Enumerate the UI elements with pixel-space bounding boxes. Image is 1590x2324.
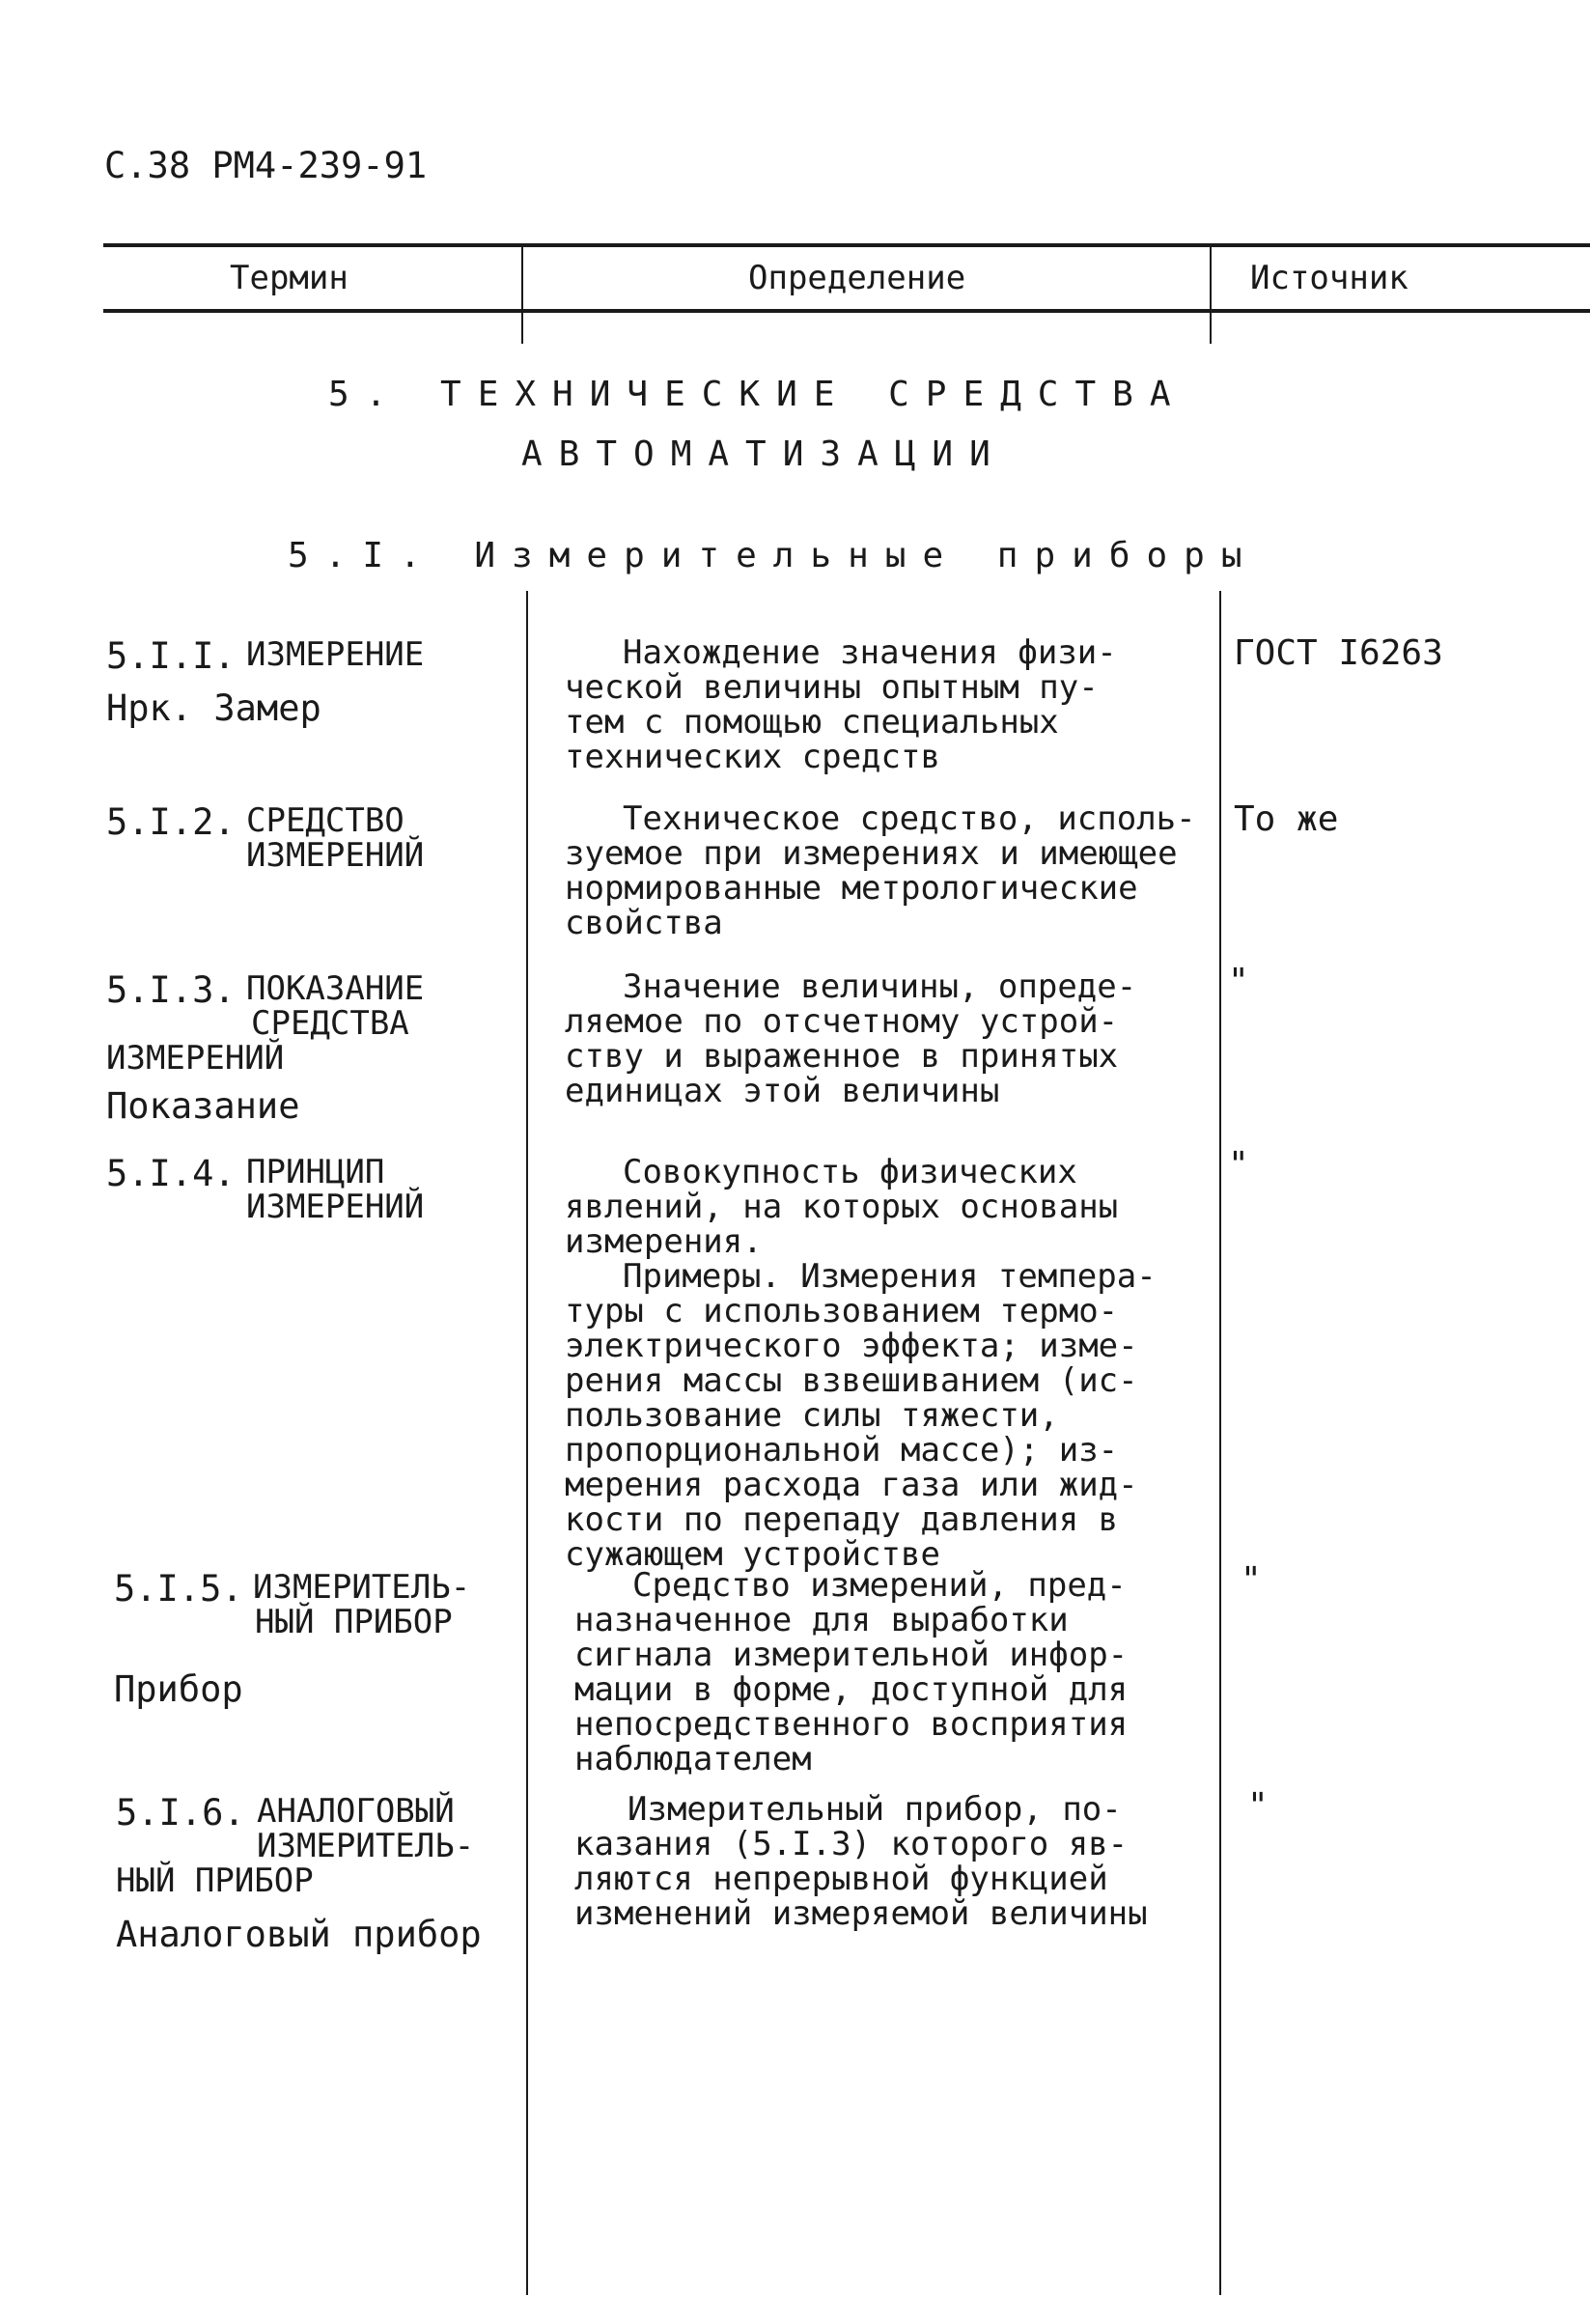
- entry-source: ": [1228, 1145, 1249, 1185]
- definition-line: технических средств: [565, 738, 940, 776]
- entry-alt-term: Аналоговый прибор: [116, 1914, 482, 1955]
- definition-line: свойства: [565, 904, 723, 942]
- entry-source: ": [1228, 962, 1249, 1001]
- definition-line: Измерительный прибор, по-: [628, 1790, 1122, 1829]
- entry-number: 5.I.2.: [106, 801, 236, 843]
- entry-term: [246, 1155, 424, 1224]
- definition-line: непосредственного восприятия: [574, 1705, 1129, 1744]
- header-divider-2: [1210, 247, 1212, 344]
- entry-number: 5.I.3.: [106, 969, 236, 1011]
- term-line: ИЗМЕРИТЕЛЬ-: [253, 1568, 471, 1607]
- entry-alt-term: Показание: [106, 1085, 300, 1127]
- entry-source: ГОСТ I6263: [1234, 633, 1443, 673]
- entry-definition: [574, 1792, 1148, 1931]
- term-line: ИЗМЕРИТЕЛЬ-: [257, 1827, 475, 1865]
- term-line: АНАЛОГОВЫЙ: [257, 1792, 455, 1831]
- definition-line: электрического эффекта; изме-: [565, 1327, 1138, 1365]
- entry-alt-term: Нрк. Замер: [106, 687, 321, 729]
- definition-line: ческой величины опытным пу-: [565, 668, 1099, 707]
- entry-number: 5.I.4.: [106, 1153, 236, 1194]
- body-divider-1: [526, 591, 528, 2295]
- term-line: ИЗМЕРЕНИЙ: [246, 836, 425, 875]
- section-heading-line2: АВТОМАТИЗАЦИИ: [521, 434, 1007, 474]
- definition-line: мации в форме, доступной для: [574, 1670, 1129, 1709]
- definition-line: мерения расхода газа или жид-: [565, 1466, 1138, 1504]
- section-heading-line1: 5. ТЕХНИЧЕСКИЕ СРЕДСТВА: [328, 375, 1187, 414]
- entry-definition: [565, 635, 1117, 774]
- entry-source: ": [1241, 1560, 1262, 1600]
- term-line: ПРИНЦИП: [246, 1153, 385, 1191]
- definition-line: туры с использованием термо-: [565, 1292, 1119, 1330]
- definition-line: ляются непрерывной функцией: [574, 1860, 1108, 1898]
- definition-line: тем с помощью специальных: [565, 703, 1059, 742]
- definition-line: сигнала измерительной инфор-: [574, 1636, 1129, 1674]
- term-line: ИЗМЕРЕНИЙ: [246, 1188, 425, 1226]
- definition-line: рения массы взвешиванием (ис-: [565, 1361, 1138, 1400]
- entry-alt-term: Прибор: [114, 1668, 243, 1710]
- entry-definition: [574, 1568, 1128, 1777]
- term-line: ИЗМЕРЕНИЕ: [246, 635, 425, 674]
- top-rule: [103, 243, 1590, 247]
- column-header-term: Термин: [230, 259, 349, 297]
- entry-number: 5.I.I.: [106, 635, 236, 677]
- definition-line: единицах этой величины: [565, 1072, 1000, 1110]
- column-header-definition: Определение: [748, 259, 966, 297]
- entry-term: [257, 1794, 474, 1863]
- definition-line: Примеры. Измерения темпера-: [623, 1257, 1157, 1296]
- entry-number: 5.I.6.: [116, 1792, 245, 1834]
- definition-line: Техническое средство, исполь-: [623, 799, 1196, 838]
- term-line: СРЕДСТВА: [251, 1004, 409, 1043]
- term-line: НЫЙ ПРИБОР: [255, 1603, 453, 1641]
- entry-definition: [565, 969, 1136, 1108]
- definition-line: пользование силы тяжести,: [565, 1396, 1059, 1435]
- definition-line: изменений измеряемой величины: [574, 1894, 1148, 1933]
- term-line: ПОКАЗАНИЕ: [246, 969, 425, 1008]
- entry-source: То же: [1234, 799, 1339, 839]
- definition-line: кости по перепаду давления в: [565, 1500, 1119, 1539]
- definition-line: Нахождение значения физи-: [623, 633, 1117, 672]
- definition-line: назначенное для выработки: [574, 1601, 1069, 1639]
- term-line: СРЕДСТВО: [246, 801, 404, 840]
- definition-line: ству и выраженное в принятых: [565, 1037, 1119, 1076]
- definition-line: Совокупность физических: [623, 1153, 1077, 1191]
- entry-number: 5.I.5.: [114, 1568, 243, 1610]
- entry-term-continued: ИЗМЕРЕНИЙ: [106, 1039, 285, 1078]
- entry-term: [253, 1570, 470, 1639]
- definition-line: казания (5.I.3) которого яв-: [574, 1825, 1129, 1863]
- entry-term: [246, 637, 424, 672]
- entry-definition: [565, 1155, 1157, 1572]
- page-header: С.38 РМ4-239-91: [104, 145, 428, 186]
- subsection-heading: 5.I. Измерительные приборы: [288, 536, 1259, 575]
- entry-term: [246, 971, 424, 1041]
- definition-line: Значение величины, опреде-: [623, 967, 1137, 1006]
- definition-line: нормированные метрологические: [565, 869, 1138, 908]
- body-divider-2: [1219, 591, 1221, 2295]
- definition-line: сужающем устройстве: [565, 1535, 940, 1574]
- header-divider-1: [521, 247, 523, 344]
- definition-line: ляемое по отсчетному устрой-: [565, 1002, 1119, 1041]
- definition-line: Средство измерений, пред-: [632, 1566, 1127, 1605]
- definition-line: измерения.: [565, 1222, 763, 1261]
- definition-line: наблюдателем: [574, 1740, 812, 1778]
- header-bottom-rule: [103, 309, 1590, 313]
- entry-term-continued: НЫЙ ПРИБОР: [116, 1862, 314, 1900]
- entry-term: [246, 803, 424, 873]
- definition-line: зуемое при измерениях и имеющее: [565, 834, 1178, 873]
- column-header-source: Источник: [1250, 259, 1409, 297]
- definition-line: явлений, на которых основаны: [565, 1188, 1119, 1226]
- entry-source: ": [1247, 1786, 1269, 1826]
- definition-line: пропорциональной массе); из-: [565, 1431, 1119, 1470]
- entry-definition: [565, 801, 1196, 940]
